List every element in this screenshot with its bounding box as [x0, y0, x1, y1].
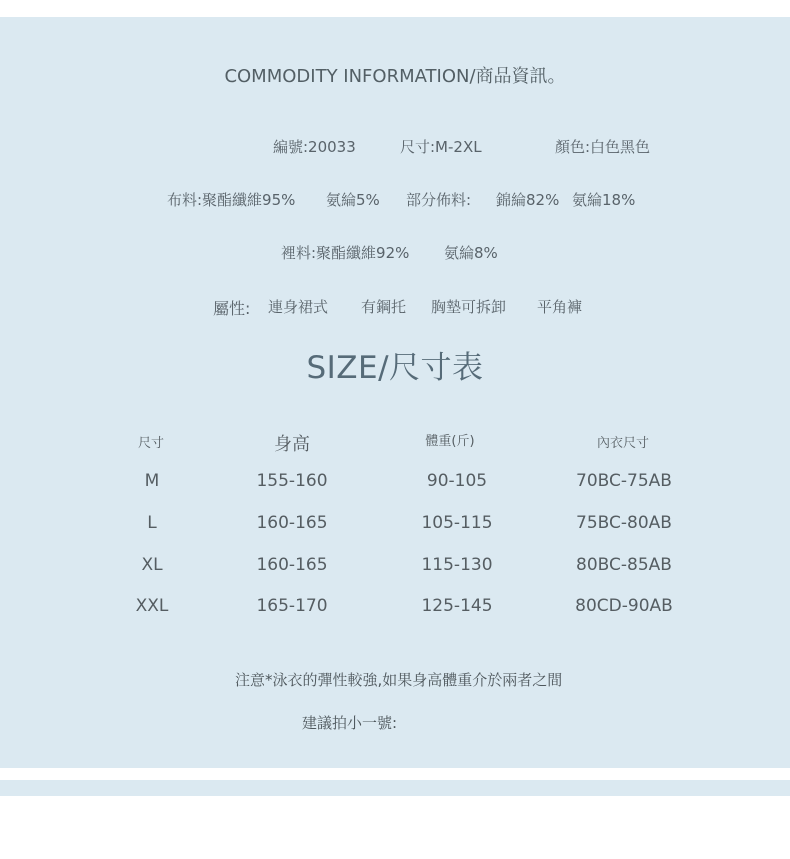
- cell-size: M: [144, 471, 160, 491]
- cell-bra-size: 80CD-90AB: [575, 596, 673, 616]
- cell-size: L: [147, 513, 157, 533]
- color-options: 顏色:白色黑色: [555, 138, 651, 156]
- info-panel: [0, 17, 790, 768]
- header-height: 身高: [274, 434, 310, 455]
- lining-spandex: 氨綸8%: [444, 244, 498, 262]
- fabric-spandex: 氨綸5%: [326, 191, 380, 209]
- partial-spandex: 氨綸18%: [572, 191, 636, 209]
- header-bra-size: 內衣尺寸: [596, 436, 649, 451]
- cell-weight: 105-115: [421, 513, 493, 533]
- model-number: 編號:20033: [273, 138, 356, 156]
- partial-nylon: 錦綸82%: [496, 191, 560, 209]
- size-range: 尺寸:M-2XL: [400, 138, 482, 156]
- cell-height: 155-160: [256, 471, 328, 491]
- attributes-label: 屬性:: [213, 299, 251, 318]
- cell-bra-size: 75BC-80AB: [576, 513, 672, 533]
- cell-height: 160-165: [256, 513, 328, 533]
- header-size: 尺寸: [137, 436, 164, 451]
- cell-size: XL: [141, 555, 163, 575]
- cell-bra-size: 70BC-75AB: [576, 471, 672, 491]
- sizing-note: 注意*泳衣的彈性較強,如果身高體重介於兩者之間: [235, 671, 563, 689]
- commodity-info-title: COMMODITY INFORMATION/商品資訊。: [224, 66, 566, 87]
- bottom-divider-strip: [0, 780, 790, 796]
- cell-size: XXL: [135, 596, 169, 616]
- sizing-recommendation: 建議拍小一號:: [302, 714, 398, 732]
- cell-weight: 125-145: [421, 596, 493, 616]
- attribute-item: 連身裙式: [268, 298, 329, 316]
- partial-fabric-label: 部分佈料:: [406, 191, 472, 209]
- size-chart-title: SIZE/尺寸表: [306, 350, 484, 386]
- fabric-composition: 布料:聚酯纖維95%: [167, 191, 296, 209]
- cell-bra-size: 80BC-85AB: [576, 555, 672, 575]
- cell-weight: 90-105: [426, 471, 488, 491]
- attribute-item: 平角褲: [537, 298, 583, 316]
- cell-height: 165-170: [256, 596, 328, 616]
- attribute-item: 有鋼托: [361, 298, 407, 316]
- attribute-item: 胸墊可拆卸: [431, 298, 507, 316]
- header-weight: 體重(斤): [425, 434, 475, 449]
- cell-height: 160-165: [256, 555, 328, 575]
- cell-weight: 115-130: [421, 555, 493, 575]
- lining-composition: 裡料:聚酯纖維92%: [281, 244, 410, 262]
